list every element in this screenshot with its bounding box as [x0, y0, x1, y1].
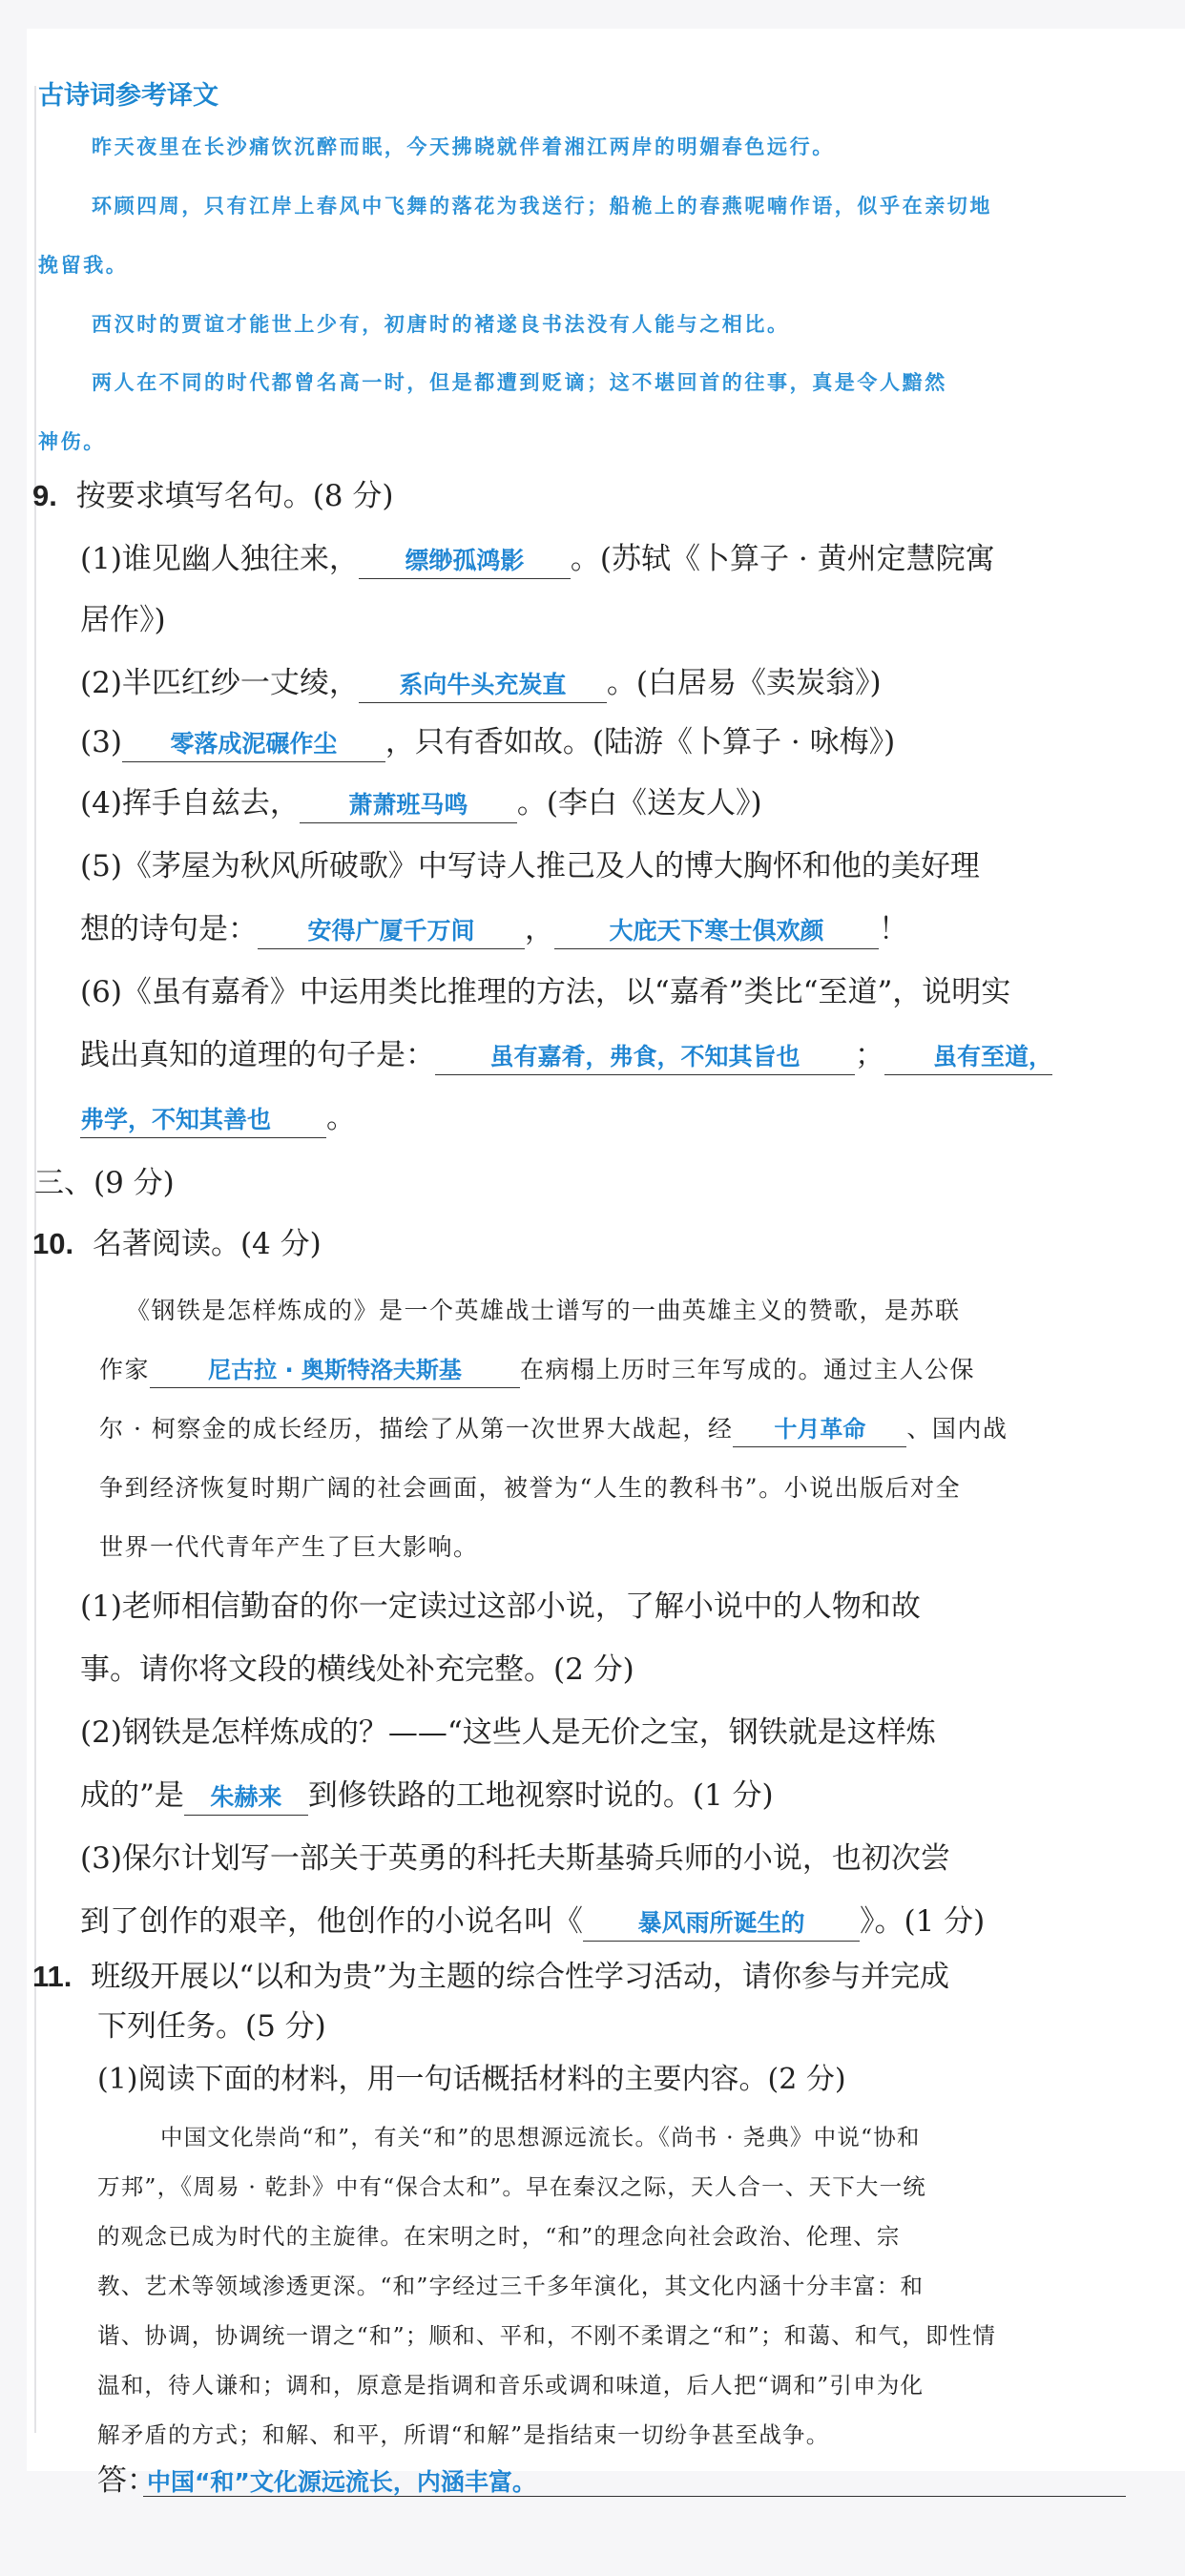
item-text: ！ — [879, 912, 908, 946]
translation-paragraph-4: 两人在不同的时代都曾名高一时，但是都遭到贬谪；这不堪回首的往事，真是令人黯然 — [92, 371, 947, 394]
q9-item-3 — [80, 721, 895, 763]
q10-passage-line-2 — [99, 1351, 975, 1389]
item-text: 在病榻上历时三年写成的。通过主人公保 — [520, 1356, 976, 1383]
section-3-heading: 三、(9 分) — [34, 1166, 175, 1200]
question-9-heading — [32, 475, 393, 517]
q11-material-line-3: 的观念已成为时代的主旋律。在宋明之时，“和”的理念向社会政治、伦理、宗 — [97, 2223, 901, 2250]
item-text: (2)半匹红纱一丈绫， — [80, 666, 359, 700]
item-text: 。 — [326, 1101, 356, 1135]
item-text: (4)挥手自兹去， — [80, 786, 300, 821]
q9-item-1-cont: 居作》) — [80, 603, 166, 637]
question-number: 10. — [32, 1227, 74, 1260]
translation-paragraph-4-cont: 神伤。 — [38, 430, 106, 453]
item-text: 到修铁路的工地视察时说的。(1 分) — [307, 1778, 774, 1813]
q11-material-line-7: 解矛盾的方式；和解、和平，所谓“和解”是指结束一切纷争甚至战争。 — [97, 2421, 830, 2448]
item-text: ， — [525, 912, 554, 946]
answer-blank: 弗学，不知其善也 — [80, 1103, 326, 1138]
q10-item-1: (1)老师相信勤奋的你一定读过这部小说，了解小说中的人物和故 — [80, 1589, 921, 1624]
answer-blank: 暴风雨所诞生的 — [583, 1906, 860, 1942]
q11-answer-label: 答： — [97, 2463, 156, 2498]
q9-item-1 — [80, 538, 995, 580]
answer-blank: 十月革命 — [733, 1412, 906, 1447]
question-title: 名著阅读。(4 分) — [92, 1227, 322, 1261]
q9-item-6: (6)《虽有嘉肴》中运用类比推理的方法，以“嘉肴”类比“至道”，说明实 — [80, 975, 1011, 1009]
q10-item-3: (3)保尔计划写一部关于英勇的科托夫斯基骑兵师的小说，也初次尝 — [80, 1841, 950, 1876]
q10-item-1-cont: 事。请你将文段的横线处补充完整。(2 分) — [80, 1652, 634, 1687]
question-number: 9. — [32, 479, 57, 512]
q9-item-6-cont2 — [80, 1097, 356, 1139]
item-text: (3) — [80, 725, 122, 759]
q10-passage-line-3 — [99, 1410, 1008, 1448]
question-title: 班级开展以“以和为贵”为主题的综合性学习活动，请你参与并完成 — [91, 1960, 949, 1994]
q9-item-5: (5)《茅屋为秋风所破歌》中写诗人推己及人的博大胸怀和他的美好理 — [80, 849, 980, 883]
item-text: 践出真知的道理的句子是： — [80, 1038, 435, 1072]
answer-blank: 系向牛头充炭直 — [359, 668, 607, 703]
item-text: 到了创作的艰辛，他创作的小说名叫《 — [80, 1904, 583, 1939]
item-text: (1)谁见幽人独往来， — [80, 542, 359, 576]
item-text: 尔 · 柯察金的成长经历，描绘了从第一次世界大战起，经 — [99, 1415, 734, 1443]
q11-material-line-1: 中国文化崇尚“和”，有关“和”的思想源远流长。《尚书 · 尧典》中说“协和 — [160, 2124, 921, 2150]
q11-answer-text: 中国“和”文化源远流长，内涵丰富。 — [147, 2468, 536, 2496]
q10-passage-line-5: 世界一代代青年产生了巨大影响。 — [99, 1533, 479, 1561]
answer-blank: 虽有至道， — [884, 1040, 1052, 1075]
translation-paragraph-2: 环顾四周，只有江岸上春风中飞舞的落花为我送行；船桅上的春燕呢喃作语，似乎在亲切地 — [92, 195, 992, 218]
answer-blank: 萧萧班马鸣 — [300, 788, 517, 823]
item-text: 、国内战 — [906, 1415, 1008, 1443]
answer-blank: 安得广厦千万间 — [258, 914, 525, 949]
question-11-heading-cont: 下列任务。(5 分) — [97, 2009, 326, 2044]
q10-passage-line-1: 《钢铁是怎样炼成的》是一个英雄战士谱写的一曲英雄主义的赞歌，是苏联 — [126, 1297, 961, 1324]
answer-blank: 朱赫来 — [184, 1780, 308, 1816]
translation-paragraph-2-cont: 挽留我。 — [38, 254, 129, 277]
q9-item-5-cont — [80, 908, 908, 950]
q11-material-line-2: 万邦”，《周易 · 乾卦》中有“保合太和”。早在秦汉之际，天人合一、天下大一统 — [97, 2173, 927, 2200]
q9-item-2 — [80, 662, 882, 704]
q10-item-2-cont — [80, 1775, 774, 1817]
item-text: 。(白居易《卖炭翁》) — [606, 666, 882, 700]
answer-blank: 尼古拉 · 奥斯特洛夫斯基 — [150, 1353, 520, 1388]
answer-blank: 虽有嘉肴，弗食，不知其旨也 — [435, 1040, 855, 1075]
item-text: 》。(1 分) — [860, 1904, 986, 1939]
translation-paragraph-1: 昨天夜里在长沙痛饮沉醉而眠，今天拂晓就伴着湘江两岸的明媚春色远行。 — [92, 135, 835, 158]
worksheet-page — [27, 29, 1185, 2498]
q9-item-4 — [80, 782, 762, 824]
translation-paragraph-3: 西汉时的贾谊才能世上少有，初唐时的褚遂良书法没有人能与之相比。 — [92, 313, 790, 336]
item-text: 作家 — [99, 1356, 151, 1383]
q10-passage-line-4: 争到经济恢复时期广阔的社会画面，被誉为“人生的教科书”。小说出版后对全 — [99, 1474, 962, 1502]
answer-blank: 缥缈孤鸿影 — [359, 544, 571, 579]
q10-item-2: (2)钢铁是怎样炼成的？——“这些人是无价之宝，钢铁就是这样炼 — [80, 1715, 936, 1750]
item-text: 想的诗句是： — [80, 912, 258, 946]
answer-blank: 大庇天下寒士俱欢颜 — [554, 914, 879, 949]
item-text: ，只有香如故。(陆游《卜算子 · 咏梅》) — [385, 725, 896, 759]
item-text: ； — [855, 1038, 884, 1072]
q11-material-line-4: 教、艺术等领域渗透更深。“和”字经过三千多年演化，其文化内涵十分丰富：和 — [97, 2273, 925, 2299]
q11-item-1: (1)阅读下面的材料，用一句话概括材料的主要内容。(2 分) — [97, 2063, 846, 2096]
q11-material-line-6: 温和，待人谦和；调和，原意是指调和音乐或调和味道，后人把“调和”引申为化 — [97, 2372, 925, 2399]
translation-title: 古诗词参考译文 — [38, 81, 218, 111]
item-text: 成的”是 — [80, 1778, 184, 1813]
answer-blank: 零落成泥碾作尘 — [122, 727, 385, 762]
question-title: 按要求填写名句。(8 分) — [75, 479, 394, 513]
question-number: 11. — [32, 1960, 73, 1993]
item-text: 。(苏轼《卜算子 · 黄州定慧院寓 — [570, 542, 995, 576]
q11-material-line-5: 谐、协调，协调统一谓之“和”；顺和、平和，不刚不柔谓之“和”；和蔼、和气，即性情 — [97, 2322, 997, 2349]
question-11-heading — [32, 1956, 949, 1998]
q10-item-3-cont — [80, 1901, 985, 1942]
item-text: 。(李白《送友人》) — [516, 786, 762, 821]
question-10-heading — [32, 1223, 322, 1265]
q9-item-6-cont — [80, 1034, 1052, 1076]
